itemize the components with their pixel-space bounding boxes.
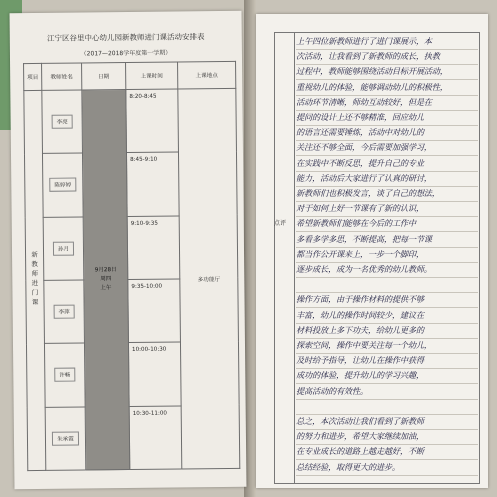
handwritten-line: 能力，活动后大家进行了认真的研讨， bbox=[296, 172, 432, 183]
handwritten-line: 成功的体验，提升幼儿的学习兴趣， bbox=[296, 370, 424, 381]
teacher-cell bbox=[42, 90, 83, 154]
handwritten-line: 逐步成长，成为一名优秀的幼儿教师。 bbox=[296, 264, 432, 274]
handwritten-line: 探索空间，操作中要关注每一个幼儿， bbox=[296, 340, 432, 350]
time-cell: 10:30-11:00 bbox=[129, 406, 182, 470]
ruled-line bbox=[296, 49, 478, 50]
teacher-cell bbox=[44, 343, 85, 407]
teacher-name: 李萍 bbox=[53, 305, 74, 319]
teacher-cell bbox=[42, 153, 83, 217]
teacher-name: 李亮 bbox=[51, 115, 72, 129]
ruled-line bbox=[296, 307, 478, 308]
table-header-row bbox=[24, 61, 236, 90]
ruled-line bbox=[296, 323, 478, 324]
handwritten-line: 总结经验，取得更大的进步。 bbox=[296, 461, 400, 472]
frame-line bbox=[479, 32, 480, 484]
ruled-line bbox=[296, 353, 478, 354]
handwritten-line: 的语言还需要锤炼，活动中对幼儿的 bbox=[296, 127, 424, 138]
teacher-cell bbox=[43, 217, 84, 281]
handwritten-line: 活动环节清晰，师幼互动较好，但是在 bbox=[296, 96, 432, 107]
handwritten-line bbox=[296, 279, 476, 292]
time-cell: 9:10-9:35 bbox=[127, 216, 180, 280]
ruled-line bbox=[296, 64, 478, 65]
teacher-name: 许畅 bbox=[54, 368, 75, 382]
time-cell: 8:20-8:45 bbox=[126, 89, 179, 153]
handwritten-line: 都当作公开课来上，一步一个脚印， bbox=[296, 248, 424, 259]
schedule-page bbox=[10, 11, 247, 489]
teacher-cell bbox=[44, 280, 85, 344]
frame-line bbox=[274, 32, 275, 484]
handwritten-line: 提高活动的有效性。 bbox=[296, 385, 368, 396]
ruled-line bbox=[296, 368, 478, 369]
handwritten-line: 希望新教师们能够在今后的工作中 bbox=[296, 218, 416, 229]
ruled-line bbox=[296, 338, 478, 339]
handwritten-line: 在实践中不断反思，提升自己的专业 bbox=[296, 157, 424, 168]
frame-line bbox=[294, 32, 295, 484]
comment-side-label: 点评 bbox=[274, 220, 287, 227]
header-location: 上课地点 bbox=[178, 61, 236, 89]
handwritten-line: 关注还不够全面，今后需要加强学习， bbox=[296, 142, 432, 153]
handwritten-line: 多看多学多思，不断提高，把每一节课 bbox=[296, 233, 432, 244]
handwritten-line: 提问的设计上还不够精准，回应幼儿 bbox=[296, 112, 424, 122]
teacher-cell bbox=[45, 407, 86, 471]
ruled-line bbox=[296, 475, 478, 476]
ruled-line bbox=[296, 247, 478, 248]
ruled-line bbox=[296, 231, 478, 232]
handwritten-line: 上午四位新教师进行了进门课展示，本 bbox=[296, 36, 432, 46]
handwritten-line: 在专业成长的道路上越走越好，不断 bbox=[296, 446, 424, 457]
comment-page bbox=[256, 14, 488, 488]
schedule-table bbox=[23, 61, 240, 471]
ruled-line bbox=[296, 414, 478, 415]
ruled-line bbox=[296, 110, 478, 111]
handwritten-line: 新教师们也积极发言，谈了自己的想法， bbox=[296, 188, 440, 198]
header-time: 上课时间 bbox=[126, 62, 178, 90]
date-day: 9月28日 bbox=[94, 267, 117, 274]
handwritten-line: 过程中，教师能够围绕活动目标开展活动， bbox=[296, 66, 448, 77]
ruled-line bbox=[296, 186, 478, 187]
time-cell: 8:45-9:10 bbox=[126, 152, 179, 216]
ruled-line bbox=[296, 459, 478, 460]
handwritten-line: 次活动，让我看到了新教师的成长，执教 bbox=[296, 51, 440, 62]
ruled-line bbox=[296, 429, 478, 430]
ruled-line bbox=[296, 95, 478, 96]
ruled-line bbox=[296, 125, 478, 126]
handwritten-line: 重视幼儿的体验，能够调动幼儿的积极性， bbox=[296, 81, 448, 92]
ruled-line bbox=[296, 201, 478, 202]
table-row bbox=[24, 88, 237, 154]
date-period: 上午 bbox=[100, 285, 112, 292]
location-cell: 多功能厅 bbox=[178, 88, 240, 469]
header-teacher: 教师姓名 bbox=[42, 63, 82, 90]
handwritten-line: 丰富，幼儿的操作时间较少，建议在 bbox=[296, 309, 424, 320]
handwritten-line: 的努力和进步，希望大家继续加油， bbox=[296, 431, 424, 442]
schedule-subtitle: （2017—2018学年度第一学期） bbox=[80, 49, 172, 58]
handwritten-line: 对于如何上好一节课有了新的认识， bbox=[296, 203, 424, 214]
ruled-line bbox=[296, 140, 478, 141]
handwritten-line: 及时给予指导，让幼儿在操作中获得 bbox=[296, 355, 424, 366]
ruled-line bbox=[296, 444, 478, 445]
handwritten-line: 材料投放上多下功夫，给幼儿更多的 bbox=[296, 324, 424, 335]
frame-line bbox=[274, 483, 480, 484]
frame-line bbox=[274, 32, 480, 33]
teacher-name: 孙月 bbox=[53, 241, 74, 255]
schedule-title: 江宁区谷里中心幼儿园新教师进门课活动安排表 bbox=[46, 32, 205, 43]
ruled-line bbox=[296, 262, 478, 263]
project-label: 新教师进门课 bbox=[30, 250, 39, 309]
handwritten-line: 操作方面，由于操作材料的提供不够 bbox=[296, 294, 424, 305]
handwritten-line bbox=[296, 401, 476, 414]
ruled-line bbox=[296, 292, 478, 293]
header-project: 项目 bbox=[24, 63, 42, 90]
ruled-line bbox=[296, 277, 478, 278]
teacher-name: 朱承霞 bbox=[52, 431, 79, 445]
date-cell bbox=[82, 90, 130, 470]
handwritten-line: 总之，本次活动让我们看到了新教师 bbox=[296, 416, 424, 426]
ruled-line bbox=[296, 216, 478, 217]
teacher-name: 陈婷婷 bbox=[49, 178, 76, 192]
ruled-line bbox=[296, 79, 478, 80]
ruled-line bbox=[296, 383, 478, 384]
time-cell: 9:35-10:00 bbox=[128, 279, 181, 343]
header-date: 日期 bbox=[82, 63, 126, 90]
date-weekday: 周四 bbox=[100, 276, 112, 283]
time-cell: 10:00-10:30 bbox=[128, 342, 181, 406]
ruled-line bbox=[296, 155, 478, 156]
ruled-line bbox=[296, 399, 478, 400]
ruled-line bbox=[296, 171, 478, 172]
